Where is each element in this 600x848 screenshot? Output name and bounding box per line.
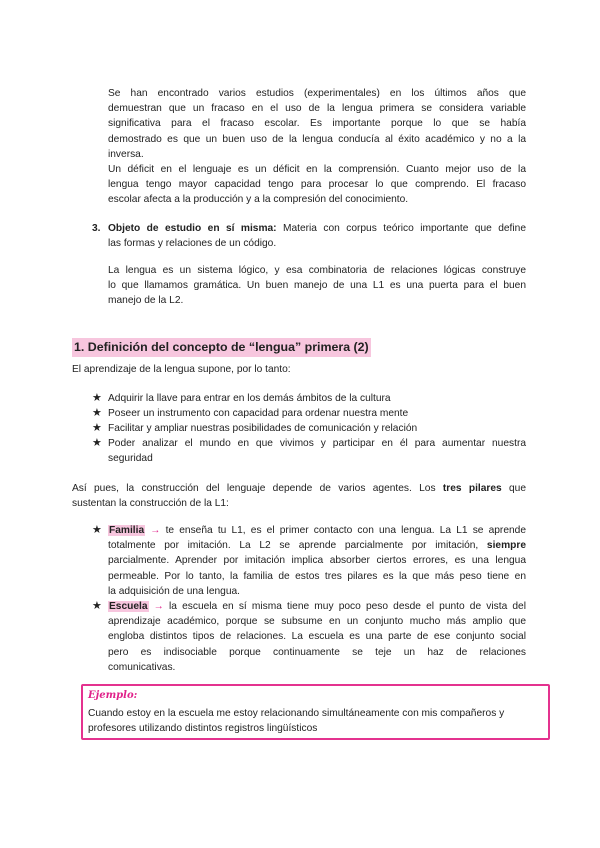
section-heading: 1. Definición del concepto de “lengua” primera (2) — [72, 338, 371, 357]
text-line: Poder analizar el mundo en que vivimos y participar en él para aumentar nuestra — [108, 438, 526, 449]
bullet-item: Facilitar y ampliar nuestras posibilidades de comunicación y relación — [108, 423, 418, 434]
text-run: que — [501, 483, 527, 494]
text-line — [108, 538, 526, 553]
text-run: la escuela en sí misma tiene muy poco peso desde el punto de vista del — [163, 601, 526, 612]
familia-label: Familia — [109, 525, 145, 536]
text-run: te enseña tu L1, es el primer contacto con una lengua. La L1 se aprende — [160, 525, 526, 536]
star-bullet-icon: ★ — [92, 600, 102, 612]
text-line: significativa para el fracaso escolar. Es importante porque lo que se había — [108, 118, 526, 130]
siempre-bold: siempre — [486, 540, 526, 552]
pillars-intro — [72, 481, 526, 511]
item-3-bold-term: Objeto de estudio en sí misma: — [108, 223, 277, 234]
arrow-right-icon: → — [150, 525, 161, 536]
text-line: Cuando estoy en la escuela me estoy relacionando simultáneamente con mis compañeros y — [88, 708, 505, 719]
escuela-label: Escuela — [109, 601, 148, 612]
example-title: Ejemplo: — [88, 690, 138, 701]
text-line — [108, 599, 526, 614]
text-line: demuestran que un fracaso en el uso de la lengua primera se considera variable — [108, 103, 526, 115]
text-line: Se han encontrado varios estudios (experimentales) en los últimos años que — [108, 88, 526, 99]
text-line: lo que llamamos gramática. Un buen manejo de una L1 es una puerta para el buen — [108, 280, 526, 292]
item-3-text — [108, 221, 526, 251]
text-line: manejo de la L2. — [108, 295, 184, 307]
text-line: engloba distintos tipos de relaciones. La escuela es una parte de ese conjunto social — [108, 631, 526, 643]
text-line: pero es indisociable porque continuamente se teje un haz de relaciones — [108, 646, 526, 658]
section-lead: El aprendizaje de la lengua supone, por lo tanto: — [72, 364, 291, 375]
text-line: escolar afecta a la producción y a la compresión del conocimiento. — [108, 194, 409, 206]
intro-paragraph-2 — [108, 162, 526, 208]
text-line: La lengua es un sistema lógico, y esa combinatoria de relaciones lógicas construye — [108, 265, 526, 276]
text-line: seguridad — [108, 453, 153, 465]
text-run: totalmente por imitación. La L2 se aprende parcialmente por imitación, — [108, 540, 487, 552]
text-line: parcialmente. Aprender por imitación implica absorber ciertos errores, es una lengua — [108, 555, 526, 567]
example-box — [81, 684, 550, 740]
familia-item — [108, 523, 526, 599]
text-line: aprendizaje académico, porque se subsume en un conjunto mucho más amplio que — [108, 616, 526, 628]
text-line: demostrado es que un buen uso de la lengua conducía al éxito académico y no a la — [108, 133, 526, 145]
pillars-bold: tres pilares — [442, 483, 502, 494]
arrow-right-icon: → — [153, 601, 164, 612]
text-line — [72, 481, 526, 496]
star-bullet-icon: ★ — [92, 524, 102, 536]
bullet-item — [108, 436, 526, 466]
text-line: inversa. — [108, 148, 144, 160]
example-text — [88, 706, 544, 736]
list-number: 3. — [92, 223, 101, 234]
intro-paragraph-1 — [108, 86, 526, 162]
text-line: sustentan la construcción de la L1: — [72, 498, 229, 510]
text-run: Así pues, la construcción del lenguaje depende de varios agentes. Los — [72, 483, 443, 494]
item-3-rest: Materia con corpus teórico importante que define — [276, 223, 526, 234]
bullet-item: Poseer un instrumento con capacidad para ordenar nuestra mente — [108, 408, 409, 419]
star-bullet-icon: ★ — [92, 407, 102, 419]
text-line: permeable. Por lo tanto, la familia de estos tres pilares es la que más peso tiene en — [108, 570, 526, 582]
star-bullet-icon: ★ — [92, 392, 102, 404]
text-line: lengua tengo mayor capacidad tengo para procesar lo que comprendo. El fracaso — [108, 179, 526, 191]
star-bullet-icon: ★ — [92, 437, 102, 449]
text-line: profesores utilizando distintos registros lingüísticos — [88, 723, 318, 735]
text-line: la adquisición de una lengua. — [108, 585, 240, 597]
item-3-paragraph — [108, 263, 526, 309]
text-line: las formas y relaciones de un código. — [108, 238, 277, 250]
text-line — [108, 523, 526, 538]
text-line: Un déficit en el lenguaje es un déficit en la comprensión. Cuanto mejor uso de la — [108, 164, 526, 175]
text-line: comunicativas. — [108, 661, 176, 673]
text-line — [108, 221, 526, 236]
bullet-item: Adquirir la llave para entrar en los demás ámbitos de la cultura — [108, 393, 391, 404]
escuela-item — [108, 599, 526, 675]
star-bullet-icon: ★ — [92, 422, 102, 434]
